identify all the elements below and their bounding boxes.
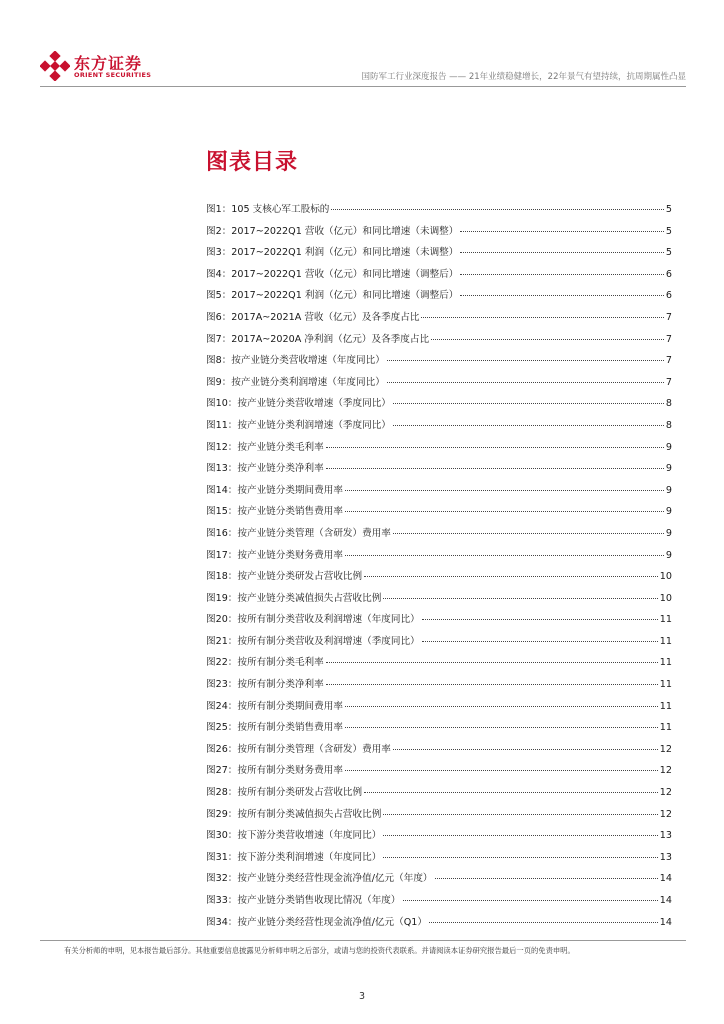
toc-entry-page[interactable]: 9	[665, 463, 672, 475]
toc-entry[interactable]	[206, 676, 672, 698]
toc-entry-page[interactable]: 9	[665, 441, 672, 453]
toc-entry[interactable]	[206, 611, 672, 633]
toc-entry-page[interactable]: 9	[665, 549, 672, 561]
toc-entry-page[interactable]: 11	[659, 679, 672, 691]
toc-entry-page[interactable]: 12	[659, 808, 672, 820]
toc-dot-leader	[345, 727, 658, 728]
toc-entry[interactable]	[206, 719, 672, 741]
toc-entry-label[interactable]: 图33：按产业链分类销售收现比情况（年度）	[206, 895, 401, 906]
toc-entry-page[interactable]: 11	[659, 614, 672, 626]
toc-entry-label[interactable]: 图12：按产业链分类毛利率	[206, 441, 324, 453]
toc-dot-leader	[383, 835, 657, 836]
toc-entry[interactable]	[206, 568, 672, 590]
toc-dot-leader	[422, 619, 658, 620]
toc-dot-leader	[345, 770, 658, 771]
toc-dot-leader	[393, 533, 664, 534]
toc-dot-leader	[326, 447, 664, 448]
toc-dot-leader	[383, 598, 657, 599]
toc-entry-label[interactable]: 图28：按所有制分类研发占营收比例	[206, 787, 363, 799]
toc-entry[interactable]	[206, 417, 672, 439]
toc-entry-label[interactable]: 图31：按下游分类利润增速（年度同比）	[206, 851, 382, 863]
header-divider	[40, 86, 686, 87]
toc-entry-label[interactable]: 图4：2017~2022Q1 营收（亿元）和同比增速（调整后）	[206, 268, 459, 280]
toc-entry[interactable]	[206, 395, 672, 417]
toc-entry[interactable]	[206, 762, 672, 784]
toc-dot-leader	[429, 922, 658, 923]
toc-entry-page[interactable]: 7	[665, 311, 672, 323]
page-number: 3	[358, 991, 366, 1002]
toc-entry-page[interactable]: 12	[659, 765, 672, 777]
toc-dot-leader	[393, 403, 664, 404]
toc-entry-label[interactable]: 图29：按所有制分类减值损失占营收比例	[206, 808, 382, 820]
toc-entry-label[interactable]: 图6：2017A~2021A 营收（亿元）及各季度占比	[206, 311, 420, 323]
toc-entry-label[interactable]: 图34：按产业链分类经营性现金流净值/亿元（Q1）	[206, 916, 427, 928]
toc-entry-label[interactable]: 图22：按所有制分类毛利率	[206, 657, 324, 669]
brand-name-cn: 东方证券	[74, 54, 143, 73]
toc-entry-label[interactable]: 图13：按产业链分类净利率	[206, 463, 324, 475]
toc-entry-page[interactable]: 7	[665, 376, 672, 388]
toc-entry[interactable]	[206, 633, 672, 655]
toc-entry-label[interactable]: 图26：按所有制分类管理（含研发）费用率	[206, 743, 391, 755]
toc-entry-page[interactable]: 11	[659, 635, 672, 647]
toc-dot-leader	[387, 382, 664, 383]
toc-dot-leader	[326, 662, 658, 663]
toc-entry-page[interactable]: 11	[659, 700, 672, 712]
toc-entry-label[interactable]: 图15：按产业链分类销售费用率	[206, 506, 343, 518]
toc-entry-label[interactable]: 图25：按所有制分类销售费用率	[206, 722, 343, 734]
toc-entry[interactable]	[206, 244, 672, 266]
toc-entry[interactable]	[206, 266, 672, 288]
toc-entry[interactable]	[206, 827, 672, 849]
toc-entry-page[interactable]: 10	[659, 571, 672, 583]
toc-entry-page[interactable]: 6	[665, 290, 672, 302]
toc-entry-page[interactable]: 10	[659, 592, 672, 604]
page-title: 图表目录	[206, 150, 299, 175]
toc-dot-leader	[326, 684, 658, 685]
toc-entry[interactable]	[206, 439, 672, 461]
toc-dot-leader	[431, 339, 664, 340]
toc-entry-label[interactable]: 图11：按产业链分类利润增速（季度同比）	[206, 419, 391, 431]
toc-dot-leader	[393, 749, 658, 750]
toc-entry-page[interactable]: 5	[665, 204, 672, 215]
toc-entry-page[interactable]: 7	[665, 355, 672, 367]
orient-securities-logo-icon	[40, 51, 70, 81]
toc-entry[interactable]	[206, 784, 672, 806]
toc-entry[interactable]	[206, 503, 672, 525]
toc-dot-leader	[460, 231, 664, 232]
toc-entry[interactable]	[206, 547, 672, 569]
toc-dot-leader	[345, 511, 664, 512]
toc-entry[interactable]	[206, 460, 672, 482]
toc-dot-leader	[403, 900, 658, 901]
toc-dot-leader	[364, 576, 658, 577]
toc-dot-leader	[422, 641, 658, 642]
toc-entry[interactable]	[206, 374, 672, 396]
toc-entry[interactable]	[206, 525, 672, 547]
figure-list	[206, 201, 672, 935]
toc-entry-page[interactable]: 11	[659, 657, 672, 669]
toc-dot-leader	[383, 814, 657, 815]
toc-entry-page[interactable]: 7	[665, 333, 672, 345]
toc-entry-label[interactable]: 图18：按产业链分类研发占营收比例	[206, 571, 363, 583]
toc-entry[interactable]	[206, 741, 672, 763]
toc-dot-leader	[421, 317, 663, 318]
toc-entry[interactable]	[206, 352, 672, 374]
toc-dot-leader	[460, 295, 664, 296]
toc-entry-page[interactable]: 13	[659, 830, 672, 842]
toc-entry-page[interactable]: 9	[665, 527, 672, 539]
toc-entry-page[interactable]: 8	[665, 398, 672, 410]
toc-entry-page[interactable]: 8	[665, 419, 672, 431]
toc-entry-label[interactable]: 图27：按所有制分类财务费用率	[206, 765, 343, 777]
toc-entry[interactable]	[206, 331, 672, 353]
toc-entry-page[interactable]: 12	[659, 743, 672, 755]
toc-entry[interactable]	[206, 892, 672, 914]
toc-entry[interactable]	[206, 223, 672, 245]
toc-entry[interactable]	[206, 849, 672, 871]
toc-entry[interactable]	[206, 482, 672, 504]
report-header-title: 国防军工行业深度报告 —— 21年业绩稳健增长，22年景气有望持续，抗周期属性凸显	[361, 72, 686, 82]
toc-dot-leader	[435, 878, 658, 879]
toc-entry-label[interactable]: 图23：按所有制分类净利率	[206, 679, 324, 691]
toc-entry-label[interactable]: 图20：按所有制分类营收及利润增速（年度同比）	[206, 614, 420, 626]
toc-entry[interactable]	[206, 806, 672, 828]
toc-entry-label[interactable]: 图1：105 支核心军工股标的	[206, 204, 330, 215]
toc-entry-label[interactable]: 图14：按产业链分类期间费用率	[206, 484, 343, 496]
footer-divider	[40, 940, 686, 941]
toc-entry[interactable]	[206, 654, 672, 676]
toc-dot-leader	[345, 706, 658, 707]
toc-entry-label[interactable]: 图7：2017A~2020A 净利润（亿元）及各季度占比	[206, 333, 430, 345]
toc-entry-label[interactable]: 图17：按产业链分类财务费用率	[206, 549, 343, 561]
toc-dot-leader	[387, 360, 664, 361]
toc-dot-leader	[326, 468, 664, 469]
brand-logo	[40, 49, 156, 85]
toc-entry-label[interactable]: 图30：按下游分类营收增速（年度同比）	[206, 830, 382, 842]
toc-entry[interactable]	[206, 698, 672, 720]
toc-dot-leader	[383, 857, 657, 858]
toc-entry[interactable]	[206, 287, 672, 309]
toc-dot-leader	[345, 490, 664, 491]
toc-entry-page[interactable]: 9	[665, 484, 672, 496]
toc-entry-label[interactable]: 图32：按产业链分类经营性现金流净值/亿元（年度）	[206, 873, 433, 885]
toc-entry[interactable]	[206, 870, 672, 892]
toc-entry-page[interactable]: 14	[659, 916, 672, 928]
footer-disclaimer: 有关分析师的申明，见本报告最后部分。其他重要信息披露见分析师申明之后部分，或请与您的投资代表联系。并请阅读本证券研究报告最后一页的免责申明。	[64, 946, 575, 955]
toc-entry-label[interactable]: 图3：2017~2022Q1 利润（亿元）和同比增速（未调整）	[206, 247, 459, 259]
toc-entry[interactable]	[206, 914, 672, 936]
toc-entry-page[interactable]: 14	[659, 873, 672, 885]
toc-entry-label[interactable]: 图5：2017~2022Q1 利润（亿元）和同比增速（调整后）	[206, 290, 459, 302]
toc-entry-label[interactable]: 图19：按产业链分类减值损失占营收比例	[206, 592, 382, 604]
toc-entry-page[interactable]: 13	[659, 851, 672, 863]
toc-entry-page[interactable]: 12	[659, 787, 672, 799]
toc-entry-page[interactable]: 14	[659, 895, 672, 906]
toc-dot-leader	[345, 555, 664, 556]
brand-name-en: ORIENT SECURITIES	[74, 71, 152, 79]
toc-entry-page[interactable]: 6	[665, 268, 672, 280]
toc-entry-page[interactable]: 5	[665, 247, 672, 259]
toc-dot-leader	[460, 252, 664, 253]
toc-dot-leader	[393, 425, 664, 426]
toc-entry-page[interactable]: 11	[659, 722, 672, 734]
toc-entry-label[interactable]: 图8：按产业链分类营收增速（年度同比）	[206, 355, 385, 367]
toc-entry-label[interactable]: 图21：按所有制分类营收及利润增速（季度同比）	[206, 635, 420, 647]
toc-entry[interactable]	[206, 201, 672, 223]
toc-entry-page[interactable]: 9	[665, 506, 672, 518]
toc-entry-label[interactable]: 图9：按产业链分类利润增速（年度同比）	[206, 376, 385, 388]
toc-entry-label[interactable]: 图2：2017~2022Q1 营收（亿元）和同比增速（未调整）	[206, 225, 459, 237]
toc-dot-leader	[364, 792, 658, 793]
toc-entry-label[interactable]: 图16：按产业链分类管理（含研发）费用率	[206, 527, 391, 539]
toc-entry[interactable]	[206, 309, 672, 331]
toc-entry[interactable]	[206, 590, 672, 612]
toc-entry-label[interactable]: 图10：按产业链分类营收增速（季度同比）	[206, 398, 391, 410]
toc-entry-label[interactable]: 图24：按所有制分类期间费用率	[206, 700, 343, 712]
toc-dot-leader	[460, 274, 664, 275]
toc-dot-leader	[331, 209, 663, 210]
toc-entry-page[interactable]: 5	[665, 225, 672, 237]
